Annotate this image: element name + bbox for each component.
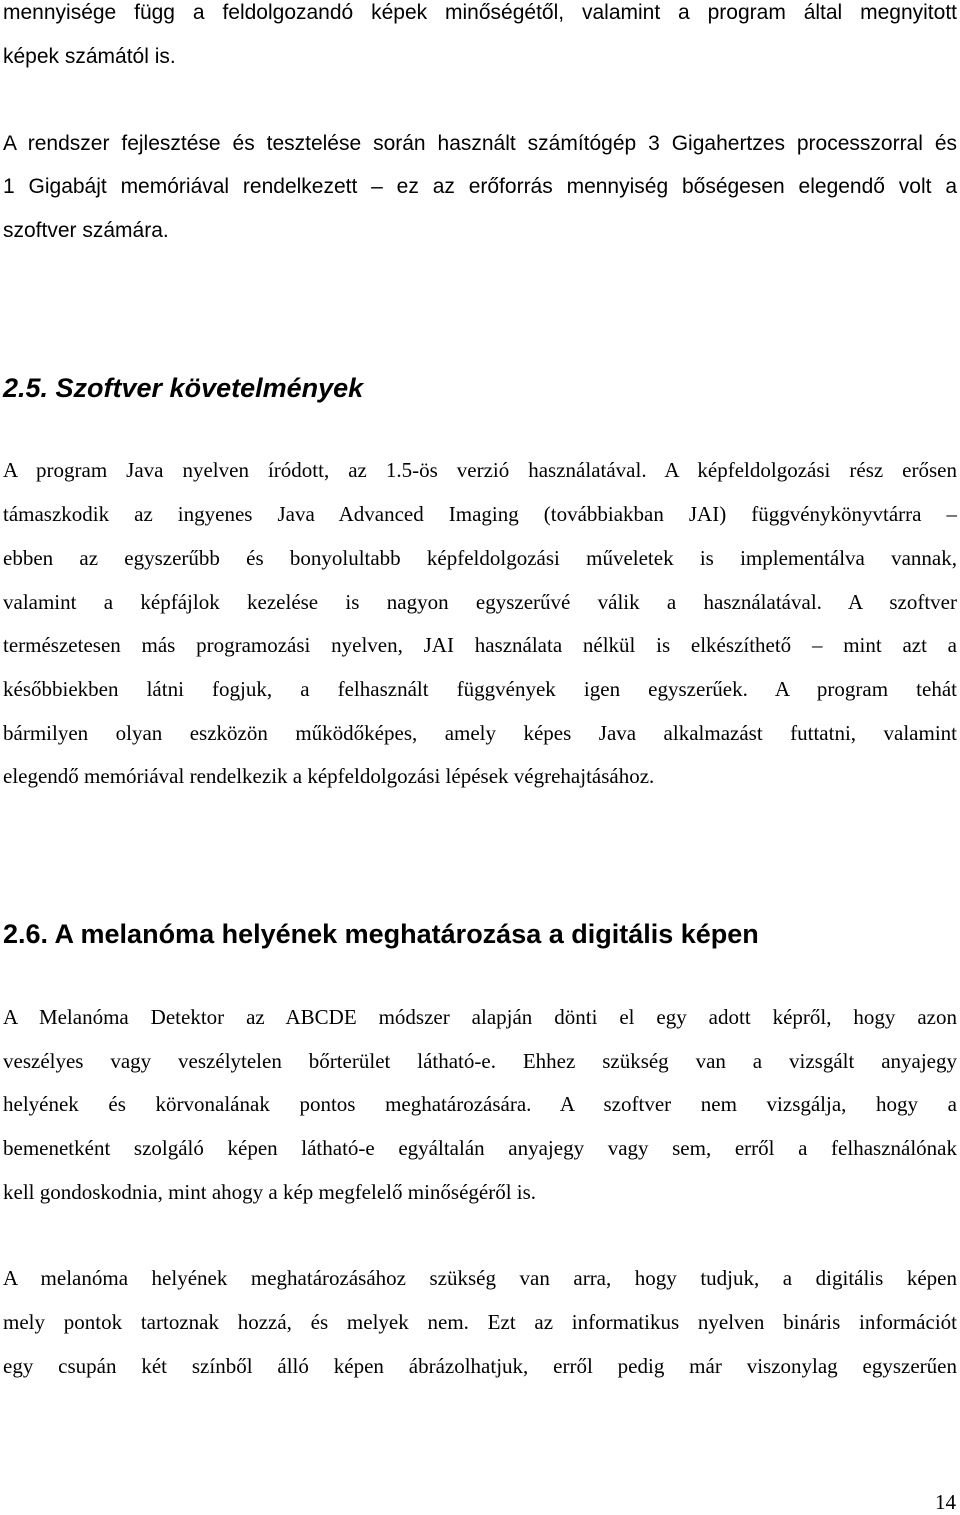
section-2-6-p1-line-1: A Melanóma Detektor az ABCDE módszer alapján dönti el egy adott képről, hogy azon [3,1005,957,1029]
section-2-6-p1-line-5: kell gondoskodnia, mint ahogy a kép megfelelő minőségéről is. [3,1180,537,1204]
intro-line-2: képek számától is. [3,45,176,68]
intro-line-1: mennyisége függ a feldolgozandó képek minőségétől, valamint a program által megnyitott [3,1,957,24]
section-heading-2-5: 2.5. Szoftver követelmények [3,373,364,403]
page-number: 14 [935,1490,956,1514]
section-2-6-p2-line-1: A melanóma helyének meghatározásához szükség van arra, hogy tudjuk, a digitális képen [3,1266,957,1290]
section-2-5-line-2: támaszkodik az ingyenes Java Advanced Imaging (továbbiakban JAI) függvénykönyvtárra – [3,502,957,526]
hardware-line-2: 1 Gigabájt memóriával rendelkezett – ez az erőforrás mennyiség bőségesen elegendő volt a [3,175,957,198]
section-2-6-p2-line-2: mely pontok tartoznak hozzá, és melyek nem. Ezt az informatikus nyelven bináris információt [3,1310,957,1334]
hardware-line-1: A rendszer fejlesztése és tesztelése során használt számítógép 3 Gigahertzes processzorral és [3,132,957,155]
hardware-line-3: szoftver számára. [3,219,169,242]
section-2-5-line-1: A program Java nyelven íródott, az 1.5-ös verzió használatával. A képfeldolgozási rész erősen [3,458,957,482]
section-2-5-line-5: természetesen más programozási nyelven, JAI használata nélkül is elkészíthető – mint azt a [3,633,957,657]
section-2-5-line-4: valamint a képfájlok kezelése is nagyon egyszerűvé válik a használatával. A szoftver [3,590,957,614]
section-2-5-line-7: bármilyen olyan eszközön működőképes, amely képes Java alkalmazást futtatni, valamint [3,721,957,745]
section-2-5-line-6: későbbiekben látni fogjuk, a felhasznált függvények igen egyszerűek. A program tehát [3,677,957,701]
section-2-5-line-3: ebben az egyszerűbb és bonyolultabb képfeldolgozási műveletek is implementálva vannak, [3,546,957,570]
section-heading-2-6: 2.6. A melanóma helyének meghatározása a digitális képen [3,919,759,949]
section-2-6-p1-line-3: helyének és körvonalának pontos meghatározására. A szoftver nem vizsgálja, hogy a [3,1092,957,1116]
section-2-6-p1-line-2: veszélyes vagy veszélytelen bőrterület látható-e. Ehhez szükség van a vizsgált anyajegy [3,1049,957,1073]
section-2-6-p1-line-4: bemenetként szolgáló képen látható-e egyáltalán anyajegy vagy sem, erről a felhasználónak [3,1136,957,1160]
section-2-6-p2-line-3: egy csupán két színből álló képen ábrázolhatjuk, erről pedig már viszonylag egyszerűen [3,1354,957,1378]
section-2-5-line-8: elegendő memóriával rendelkezik a képfeldolgozási lépések végrehajtásához. [3,764,655,788]
